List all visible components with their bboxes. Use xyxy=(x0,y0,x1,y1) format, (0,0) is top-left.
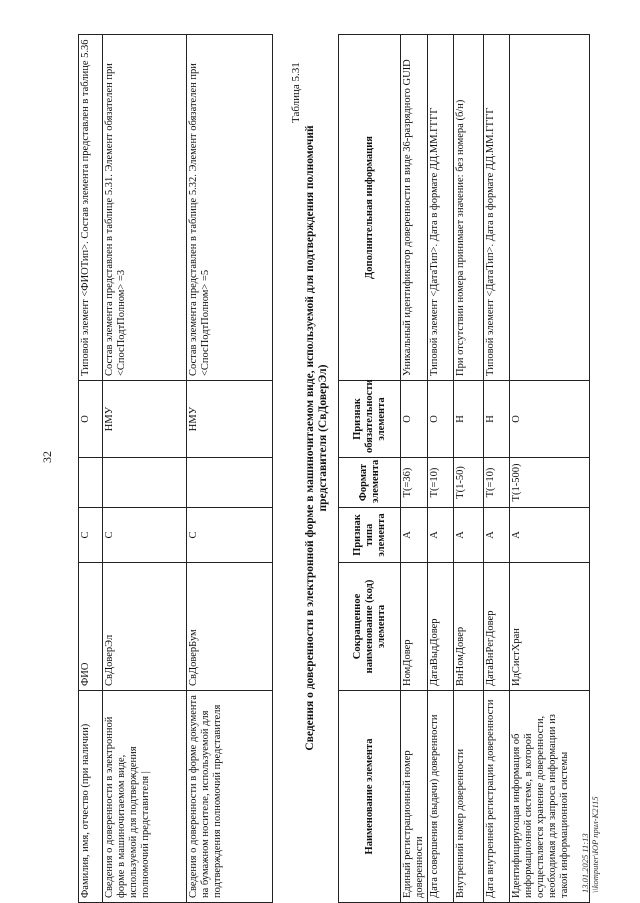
cell-format: Т(=10) xyxy=(484,458,510,508)
table-label: Таблица 5.31 xyxy=(290,62,302,123)
cell-name: Дата совершения (выдачи) доверенности xyxy=(428,691,454,903)
cell-type: А xyxy=(510,508,590,563)
cell-info: Типовой элемент <ФИОТип>. Состав элемента представлен в таблице 5.36 xyxy=(79,35,103,381)
main-table-header-row xyxy=(339,35,401,903)
cell-type: А xyxy=(484,508,510,563)
page-number: 32 xyxy=(40,451,54,463)
cell-type: А xyxy=(454,508,484,563)
cell-req: Н xyxy=(484,381,510,458)
cell-req: НМУ xyxy=(187,381,273,458)
cell-code: НомДовер xyxy=(401,563,428,691)
cell-format: Т(1-500) xyxy=(510,458,590,508)
table-heading: Сведения о доверенности в электронной форме в машиночитаемом виде, используемой для подтверждения полномочий представителя (СвДоверЭл) xyxy=(304,125,329,751)
header-name: Наименование элемента xyxy=(339,691,401,903)
cell-info: Состав элемента представлен в таблице 5.32. Элемент обязателен при <СпосПодтПолном> =5 xyxy=(187,35,273,381)
cell-format: Т(1-50) xyxy=(454,458,484,508)
header-info: Дополнительная информация xyxy=(339,35,401,381)
cell-info: Типовой элемент <ДатаТип>. Дата в формате ДД.ММ.ГГГГ xyxy=(428,35,454,381)
table-row xyxy=(510,35,590,903)
header-format: Формат элемента xyxy=(339,458,401,508)
cell-info: Уникальный идентификатор доверенности в виде 36-разрядного GUID xyxy=(401,35,428,381)
cell-info: При отсутствии номера принимает значение: без номера (б/н) xyxy=(454,35,484,381)
cell-type: А xyxy=(428,508,454,563)
cell-name: Фамилия, имя, отчество (при наличии) xyxy=(79,691,103,903)
cell-info: Типовой элемент <ДатаТип>. Дата в формате ДД.ММ.ГГГГ xyxy=(484,35,510,381)
cell-name: Сведения о доверенности в форме документа на бумажном носителе, используемой для подтверждения полномочий представителя xyxy=(187,691,273,903)
cell-code: ДатаВыдДовер xyxy=(428,563,454,691)
main-table-body xyxy=(401,35,590,903)
cell-format xyxy=(103,458,187,508)
header-required: Признак обязательности элемента xyxy=(339,381,401,458)
cell-name: Единый регистрационный номер доверенности xyxy=(401,691,428,903)
cell-info: Состав элемента представлен в таблице 5.31. Элемент обязателен при <СпосПодтПолном> =3 xyxy=(103,35,187,381)
cell-code: СвДоверЭл xyxy=(103,563,187,691)
cell-info xyxy=(510,35,590,381)
cell-req: Н xyxy=(454,381,484,458)
cell-req: НМУ xyxy=(103,381,187,458)
cell-code: ВнНомДовер xyxy=(454,563,484,691)
header-code: Сокращенное наименование (код) элемента xyxy=(339,563,401,691)
cell-type: А xyxy=(401,508,428,563)
top-table-body xyxy=(79,35,273,903)
table-row xyxy=(187,35,273,903)
cell-type: С xyxy=(103,508,187,563)
cell-name: Идентифицирующая информация об информационной системе, в которой осуществляется хранение доверенности, необходимая для запроса информации из такой информационной системы xyxy=(510,691,590,903)
cell-req: О xyxy=(510,381,590,458)
table-row xyxy=(454,35,484,903)
table-row xyxy=(103,35,187,903)
top-table xyxy=(78,34,273,903)
cell-type: С xyxy=(187,508,273,563)
cell-format: Т(=10) xyxy=(428,458,454,508)
cell-req: О xyxy=(401,381,428,458)
footer-file-path: \\komputer\ЮР прил-К2115 xyxy=(590,796,600,893)
cell-code: ИдСистХран xyxy=(510,563,590,691)
cell-code: СвДоверБум xyxy=(187,563,273,691)
table-row xyxy=(484,35,510,903)
table-row xyxy=(428,35,454,903)
table-row xyxy=(79,35,103,903)
cell-code: ФИО xyxy=(79,563,103,691)
table-row xyxy=(401,35,428,903)
main-table xyxy=(338,34,590,903)
footer-stamp xyxy=(580,796,600,893)
cell-req: О xyxy=(79,381,103,458)
cell-name: Внутренний номер доверенности xyxy=(454,691,484,903)
cell-type: С xyxy=(79,508,103,563)
cell-format xyxy=(187,458,273,508)
cell-format xyxy=(79,458,103,508)
cell-code: ДатаВнРегДовер xyxy=(484,563,510,691)
header-type: Признак типа элемента xyxy=(339,508,401,563)
footer-timestamp: 13.01.2025 11:13 xyxy=(580,833,590,893)
cell-name: Сведения о доверенности в электронной форме в машиночитаемом виде, используемой для подтверждения полномочий представителя | xyxy=(103,691,187,903)
cell-format: Т(=36) xyxy=(401,458,428,508)
cell-name: Дата внутренней регистрации доверенности xyxy=(484,691,510,903)
cell-req: О xyxy=(428,381,454,458)
